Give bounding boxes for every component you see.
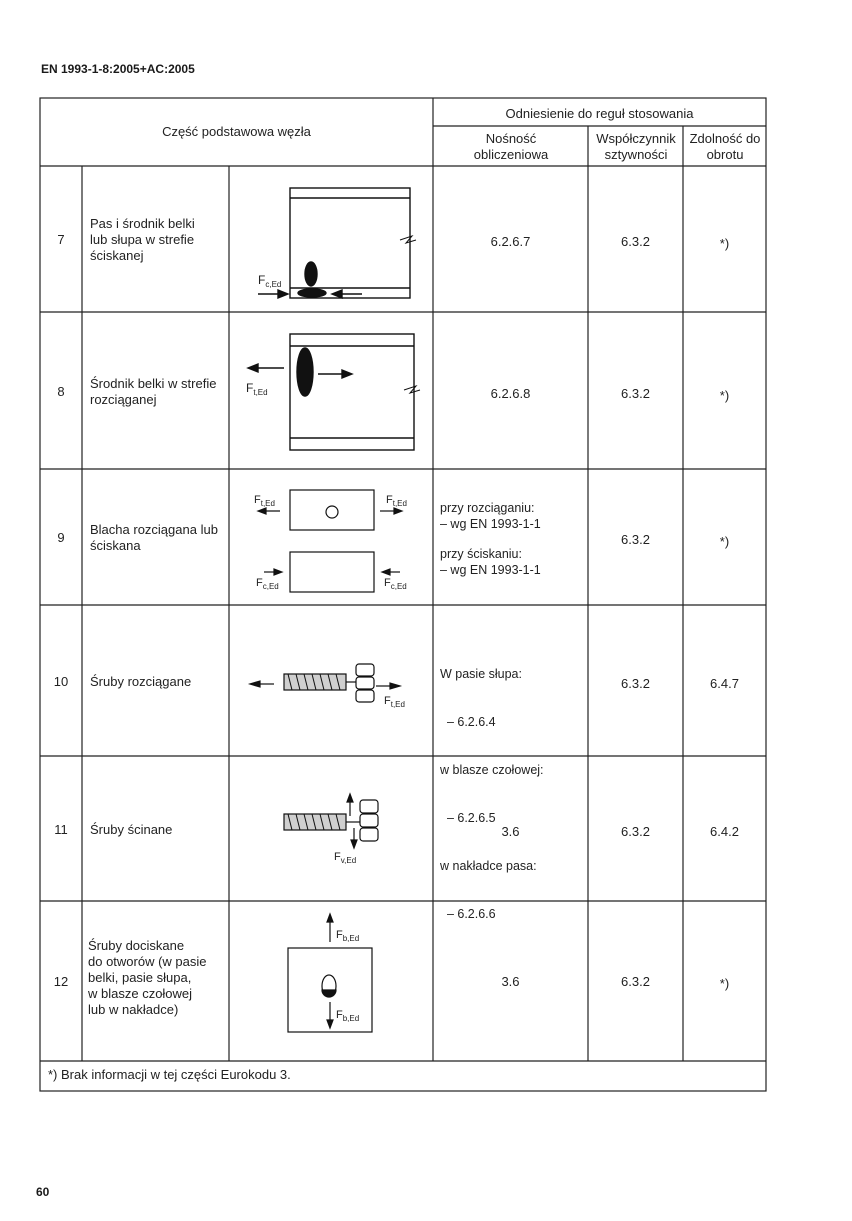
header-resistance: Nośność obliczeniowa [473, 131, 549, 162]
label-fv-ed: $F_{v,Ed}$ [334, 851, 357, 865]
row10-number: 10 [53, 674, 69, 689]
label-ft-ed-9a: $F_{t,Ed}$ [254, 494, 275, 508]
label-ft-ed-10: $F_{t,Ed}$ [384, 695, 405, 709]
row8-number: 8 [57, 384, 65, 399]
row9-resistance: przy rozciąganiu: – wg EN 1993-1-1 przy ściskaniu: – wg EN 1993-1-1 [440, 501, 541, 577]
header-ref-group: Odniesienie do reguł stosowania [505, 106, 694, 121]
row8-description: Środnik belki w strefie rozciąganej [90, 376, 217, 407]
row12-description: Śruby dociskane do otworów (w pasie belki, pasie słupa, w blasze czołowej lub w nakładce) [88, 938, 207, 1017]
figure-row9-plate [258, 490, 402, 592]
row8-rotation: *) [719, 388, 730, 403]
label-fb-ed-bottom: $F_{b,Ed}$ [336, 1009, 360, 1023]
table-footnote: *) Brak informacji w tej części Eurokodu 3. [48, 1067, 291, 1082]
row10-rotation: 6.4.7 [710, 676, 739, 691]
row8-stiffness: 6.3.2 [621, 386, 650, 401]
row7-description: Pas i środnik belki lub słupa w strefie ściskanej [90, 216, 195, 263]
row12-resistance: 3.6 [501, 974, 520, 989]
row11-description: Śruby ścinane [90, 822, 173, 837]
row12-rotation: *) [719, 976, 730, 991]
header-rotation: Zdolność do obrotu [689, 131, 761, 162]
row10-description: Śruby rozciągane [90, 674, 192, 689]
row7-stiffness: 6.3.2 [621, 234, 650, 249]
label-fc-ed: $F_{c,Ed}$ [258, 273, 282, 289]
label-fc-ed-9b: $F_{c,Ed}$ [384, 577, 407, 591]
label-fb-ed-top: $F_{b,Ed}$ [336, 929, 360, 943]
label-ft-ed-8: $F_{t,Ed}$ [246, 381, 268, 397]
header-stiffness: Współczynnik sztywności [596, 131, 676, 162]
row9-number: 9 [57, 530, 65, 545]
document-code: EN 1993-1-8:2005+AC:2005 [41, 62, 195, 76]
row11-number: 11 [54, 822, 68, 837]
row12-stiffness: 6.3.2 [621, 974, 650, 989]
figure-row12-bolt-bearing [288, 914, 372, 1032]
row11-stiffness: 6.3.2 [621, 824, 650, 839]
figure-row11-bolt-shear [284, 794, 378, 848]
row10-stiffness: 6.3.2 [621, 676, 650, 691]
row9-description: Blacha rozciągana lub ściskana [90, 522, 218, 553]
row9-rotation: *) [719, 534, 730, 549]
row9-stiffness: 6.3.2 [621, 532, 650, 547]
figure-row8-web-tension [248, 334, 420, 450]
row7-rotation: *) [719, 236, 730, 251]
row11-resistance: 3.6 [501, 824, 520, 839]
row12-number: 12 [53, 974, 69, 989]
figure-row10-bolt-tension [250, 664, 400, 702]
header-part: Część podstawowa węzła [162, 124, 311, 139]
label-fc-ed-9a: $F_{c,Ed}$ [256, 577, 279, 591]
row8-resistance: 6.2.6.8 [490, 386, 531, 401]
page-number: 60 [36, 1185, 50, 1199]
row11-rotation: 6.4.2 [710, 824, 739, 839]
row10-resistance: W pasie słupa: – 6.2.6.4 w blasze czołowej: – 6.2.6.5 w nakładce pasa: – 6.2.6.6 [440, 667, 544, 921]
row7-number: 7 [57, 232, 65, 247]
row7-resistance: 6.2.6.7 [490, 234, 531, 249]
figure-row7-flange-compression [258, 188, 416, 298]
label-ft-ed-9b: $F_{t,Ed}$ [386, 494, 407, 508]
